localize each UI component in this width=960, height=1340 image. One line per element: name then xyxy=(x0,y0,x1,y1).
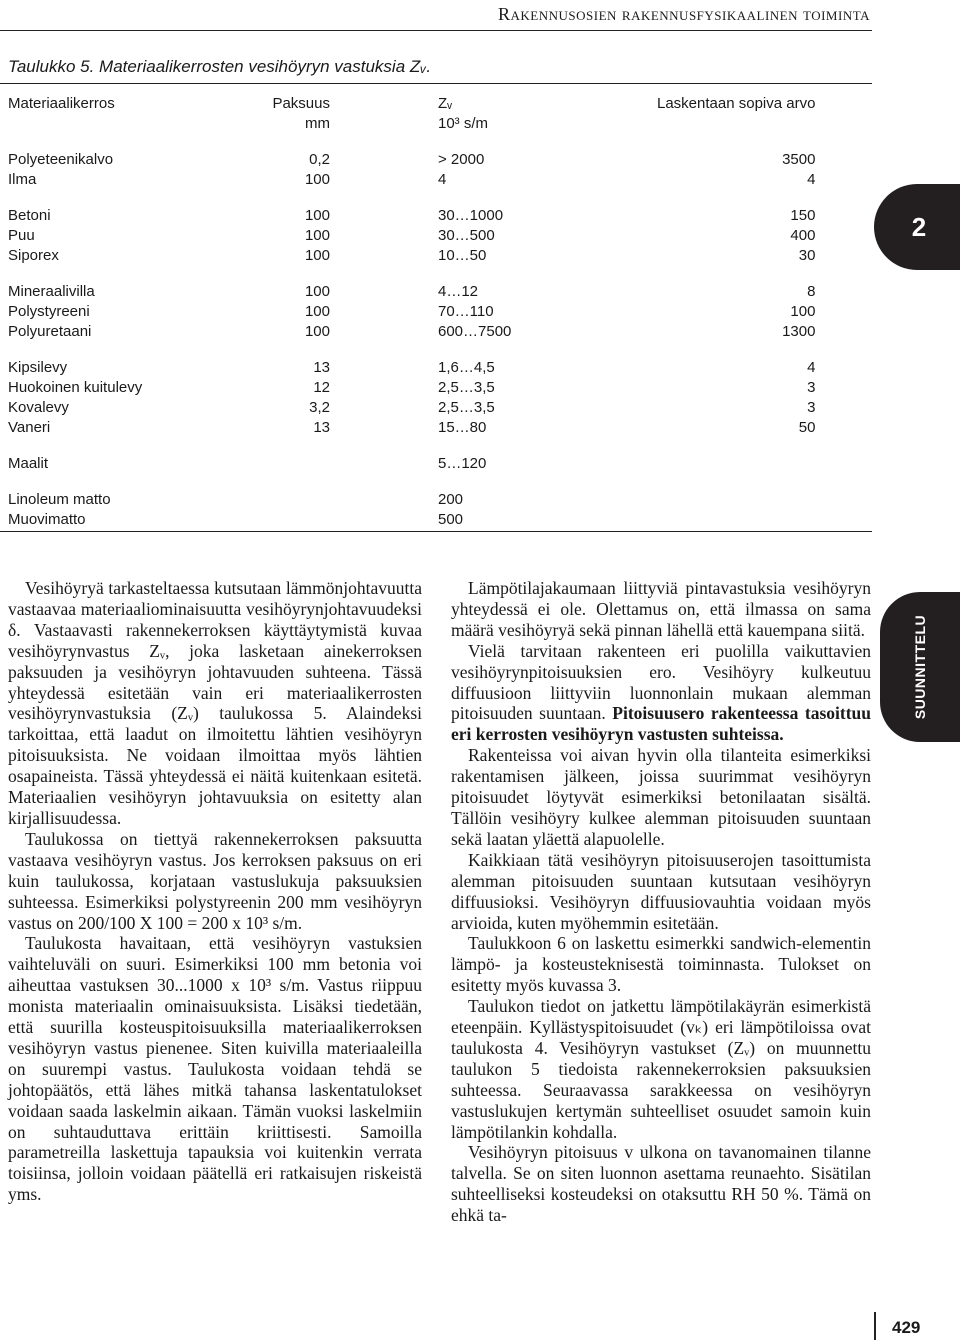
header-zv: Zᵥ xyxy=(438,95,452,112)
paragraph: Rakenteissa voi aivan hyvin olla tilanteita esimerkiksi rakentamisen jälkeen, joissa suurimmat vesihöyryn pitoisuudet löytyvät esimerkiksi betonilaatan sisältä. Tällöin vesihöyry kulkee alemman pitoisuuden suuntaan sekä laatan yläettä alapuolelle. xyxy=(451,745,871,849)
table-top-rule xyxy=(0,83,872,84)
group-spacer xyxy=(8,474,815,490)
paragraph: Kaikkiaan tätä vesihöyryn pitoisuuserojen tasoittumista alemman pitoisuuden suuntaan kutsutaan vesihöyryn diffuusioksi. Vesihöyryn diffuusiovauhtia voidaan myös arvioida, kuten myöhemmin esitetään. xyxy=(451,849,871,933)
cell-material: Siporex xyxy=(8,247,59,264)
table-row xyxy=(8,358,815,378)
chapter-tab xyxy=(874,184,960,270)
cell-material: Ilma xyxy=(8,171,37,188)
cell-zv: 4…12 xyxy=(438,283,479,300)
group-spacer xyxy=(8,438,815,454)
cell-zv: 600…7500 xyxy=(438,323,512,340)
cell-value xyxy=(600,454,815,474)
table-row xyxy=(8,454,815,474)
cell-zv: 1,6…4,5 xyxy=(438,359,495,376)
paragraph: Taulukosta havaitaan, että vesihöyryn vastuksien vaihteluväli on suuri. Esimerkiksi 100 mm betonia voi aiheuttaa vastuksen 30...1000 x 10³ s/m. Vastus riippuu monista materiaalin ominaisuuksista. Lisäksi tiedetään, että suurilla kosteuspitoisuuksilla materiaalikerroksen vesihöyryn vastus pienenee. Siten kuivilla materiaaleilla on suurempi vastus. Taulukosta voidaan tehdä se johtopäätös, että lähes mitkä tahansa laskentatulokset voidaan saada laskelmin aikaan. Tämän vuoksi laskelmiin on suhtauduttava erittäin kriittisesti. Samoilla parametreilla laskettuja tapauksia voi kuitenkin verrata toisiinsa, jolloin voidaan päätellä eri ratkaisujen riskeistä yms. xyxy=(8,933,422,1205)
table-row xyxy=(8,510,815,530)
cell-zv: 4 xyxy=(438,171,447,188)
cell-zv: 15…80 xyxy=(438,419,487,436)
cell-zv: 500 xyxy=(438,511,464,528)
cell-thickness: 13 xyxy=(313,419,330,436)
cell-material: Polystyreeni xyxy=(8,303,90,320)
cell-thickness: 100 xyxy=(304,323,330,340)
table-row xyxy=(8,418,815,438)
cell-material: Huokoinen kuitulevy xyxy=(8,379,143,396)
cell-material: Vaneri xyxy=(8,419,51,436)
cell-thickness: 12 xyxy=(313,379,330,396)
body-column-right xyxy=(451,578,871,1226)
table-row xyxy=(8,150,815,170)
cell-zv: 30…500 xyxy=(438,227,495,244)
paragraph: Vesihöyryn pitoisuus v ulkona on tavanomainen tilanne talvella. Se on siten luonnon asettama reunaehto. Sisätilan suhteelliseksi kosteudeksi on otaksuttu RH 50 %. Tämä on ehkä ta- xyxy=(451,1142,871,1226)
cell-material: Polyuretaani xyxy=(8,323,92,340)
paragraph xyxy=(451,641,871,746)
group-spacer xyxy=(8,266,815,282)
body-column-left xyxy=(8,578,422,1205)
header-thickness-unit: mm xyxy=(305,115,330,132)
table-unit-row xyxy=(8,114,815,134)
cell-value: 3 xyxy=(807,379,816,396)
paragraph: Taulukon tiedot on jatkettu lämpötilakäyrän esimerkistä eteenpäin. Kyllästyspitoisuudet (vₖ) eri lämpötiloissa ovat taulukosta 4. Vesihöyryn vastukset (Zᵥ) on muunnettu taulukon 5 tiedoista rakennekerroksien paksuuksien suhteessa. Seuraavassa sarakkeessa on vesihöyryn vastuslukujen kertymän suhteelliset osuudet samoin kuin lämpötilankin kohdalla. xyxy=(451,996,871,1142)
cell-value: 50 xyxy=(798,419,816,436)
cell-material: Puu xyxy=(8,227,35,244)
cell-value: 3500 xyxy=(782,151,816,168)
paragraph: Taulukossa on tiettyä rakennekerroksen paksuutta vastaava vesihöyryn vastus. Jos kerroksen paksuus on eri kuin taulukossa, korjataan vastuslukuja paksuuksien suhteessa. Esimerkiksi polystyreenin 200 mm vesihöyryn vastus on 200/100 X 100 = 200 x 10³ s/m. xyxy=(8,828,422,933)
cell-value xyxy=(600,510,815,530)
cell-value: 100 xyxy=(790,303,816,320)
table-header-row xyxy=(8,94,815,114)
emphasis-text: Pitoisuusero rakenteessa tasoittuu eri kerrosten vesihöyryn vastusten suhteissa. xyxy=(451,703,871,745)
cell-value xyxy=(600,490,815,510)
paragraph-text: Vielä tarvitaan rakenteen eri puolilla vaikuttavien vesihöyrynpitoisuuksien ero. Vesihöyry kulkeutuu diffuusioon liittyviin luonnonlain mukaan alemman pitoisuuden suuntaan. xyxy=(451,640,871,724)
cell-material: Linoleum matto xyxy=(8,491,111,508)
table-row xyxy=(8,378,815,398)
table-row xyxy=(8,302,815,322)
cell-zv: 5…120 xyxy=(438,455,487,472)
header-thickness: Paksuus xyxy=(272,95,330,112)
chapter-number: 2 xyxy=(911,211,927,242)
cell-thickness: 100 xyxy=(304,283,330,300)
cell-zv: 30…1000 xyxy=(438,207,504,224)
cell-zv: 70…110 xyxy=(438,303,494,320)
cell-value: 4 xyxy=(807,359,816,376)
cell-material: Kovalevy xyxy=(8,399,69,416)
cell-value: 4 xyxy=(807,171,816,188)
cell-value: 400 xyxy=(790,227,816,244)
paragraph: Taulukkoon 6 on laskettu esimerkki sandwich-elementin lämpö- ja kosteusteknisestä toiminnasta. Tulokset on esitetty myös kuvassa 3. xyxy=(451,933,871,996)
cell-thickness: 100 xyxy=(304,207,330,224)
header-rule xyxy=(0,30,872,31)
running-header: Rakennusosien rakennusfysikaalinen toiminta xyxy=(498,4,870,24)
table-row xyxy=(8,246,815,266)
cell-material: Maalit xyxy=(8,455,49,472)
header-zv-unit: 10³ s/m xyxy=(438,115,489,132)
table-bottom-rule xyxy=(0,531,872,532)
cell-zv: 10…50 xyxy=(438,247,487,264)
cell-value: 3 xyxy=(807,399,816,416)
table-row xyxy=(8,170,815,190)
table-row xyxy=(8,490,815,510)
cell-thickness: 100 xyxy=(304,227,330,244)
cell-thickness: 3,2 xyxy=(309,399,330,416)
cell-zv: 2,5…3,5 xyxy=(438,379,495,396)
table-row xyxy=(8,398,815,418)
materials-table xyxy=(8,94,815,530)
cell-material: Kipsilevy xyxy=(8,359,68,376)
cell-zv: 200 xyxy=(438,491,464,508)
cell-material: Muovimatto xyxy=(8,511,86,528)
cell-value: 150 xyxy=(790,207,816,224)
table-row xyxy=(8,206,815,226)
cell-material: Polyeteenikalvo xyxy=(8,151,114,168)
table-row xyxy=(8,322,815,342)
header-material: Materiaalikerros xyxy=(8,95,115,112)
section-tab xyxy=(880,592,960,742)
header-value: Laskentaan sopiva arvo xyxy=(657,95,816,112)
cell-value: 8 xyxy=(807,283,816,300)
cell-zv: 2,5…3,5 xyxy=(438,399,495,416)
page-marker xyxy=(874,1312,876,1340)
cell-thickness: 100 xyxy=(304,247,330,264)
cell-thickness: 13 xyxy=(313,359,330,376)
cell-value: 1300 xyxy=(782,323,816,340)
cell-thickness xyxy=(245,490,330,510)
page-number: 429 xyxy=(892,1318,921,1337)
group-spacer xyxy=(8,342,815,358)
table-caption: Taulukko 5. Materiaalikerrosten vesihöyryn vastuksia Zᵥ. xyxy=(8,57,432,76)
paragraph: Vesihöyryä tarkasteltaessa kutsutaan lämmönjohtavuutta vastaavaa materiaaliominaisuutta vesihöyrynjohtavuudeksi δ. Vastaavasti rakennekerroksen käyttäytymistä kuvaa vesihöyrynvastus Zᵥ, joka lasketaan ainekerroksen paksuuden ja vesihöyryn johtavuuden suhteena. Tässä yhteydessä esitetään vain eri materiaalikerrosten vesihöyrynvastuksia (Zᵥ) taulukossa 5. Alaindeksi tarkoittaa, että laadut on ilmoitettu lähtien vesihöyryn pitoisuuksista. Ne voidaan ilmoittaa myös lähtien osapaineista. Tässä yhteydessä ei näitä kuitenkaan esitetä. Materiaalien vesihöyryn johtavuuksia on esitetty alan kirjallisuudessa. xyxy=(8,578,422,828)
section-label: SUUNNITTELU xyxy=(912,614,928,720)
table-row xyxy=(8,226,815,246)
cell-material: Betoni xyxy=(8,207,51,224)
group-spacer xyxy=(8,134,815,150)
cell-material: Mineraalivilla xyxy=(8,283,95,300)
group-spacer xyxy=(8,190,815,206)
cell-thickness xyxy=(245,510,330,530)
cell-thickness xyxy=(245,454,330,474)
paragraph: Lämpötilajakaumaan liittyviä pintavastuksia vesihöyryn yhteydessä ei ole. Olettamus on, että ilmassa on sama määrä vesihöyryä sekä pinnan lähellä että kauempana siitä. xyxy=(451,578,871,640)
cell-thickness: 100 xyxy=(304,171,330,188)
table-row xyxy=(8,282,815,302)
cell-thickness: 0,2 xyxy=(309,151,330,168)
cell-zv: > 2000 xyxy=(438,151,485,168)
cell-value: 30 xyxy=(798,247,816,264)
cell-thickness: 100 xyxy=(304,303,330,320)
